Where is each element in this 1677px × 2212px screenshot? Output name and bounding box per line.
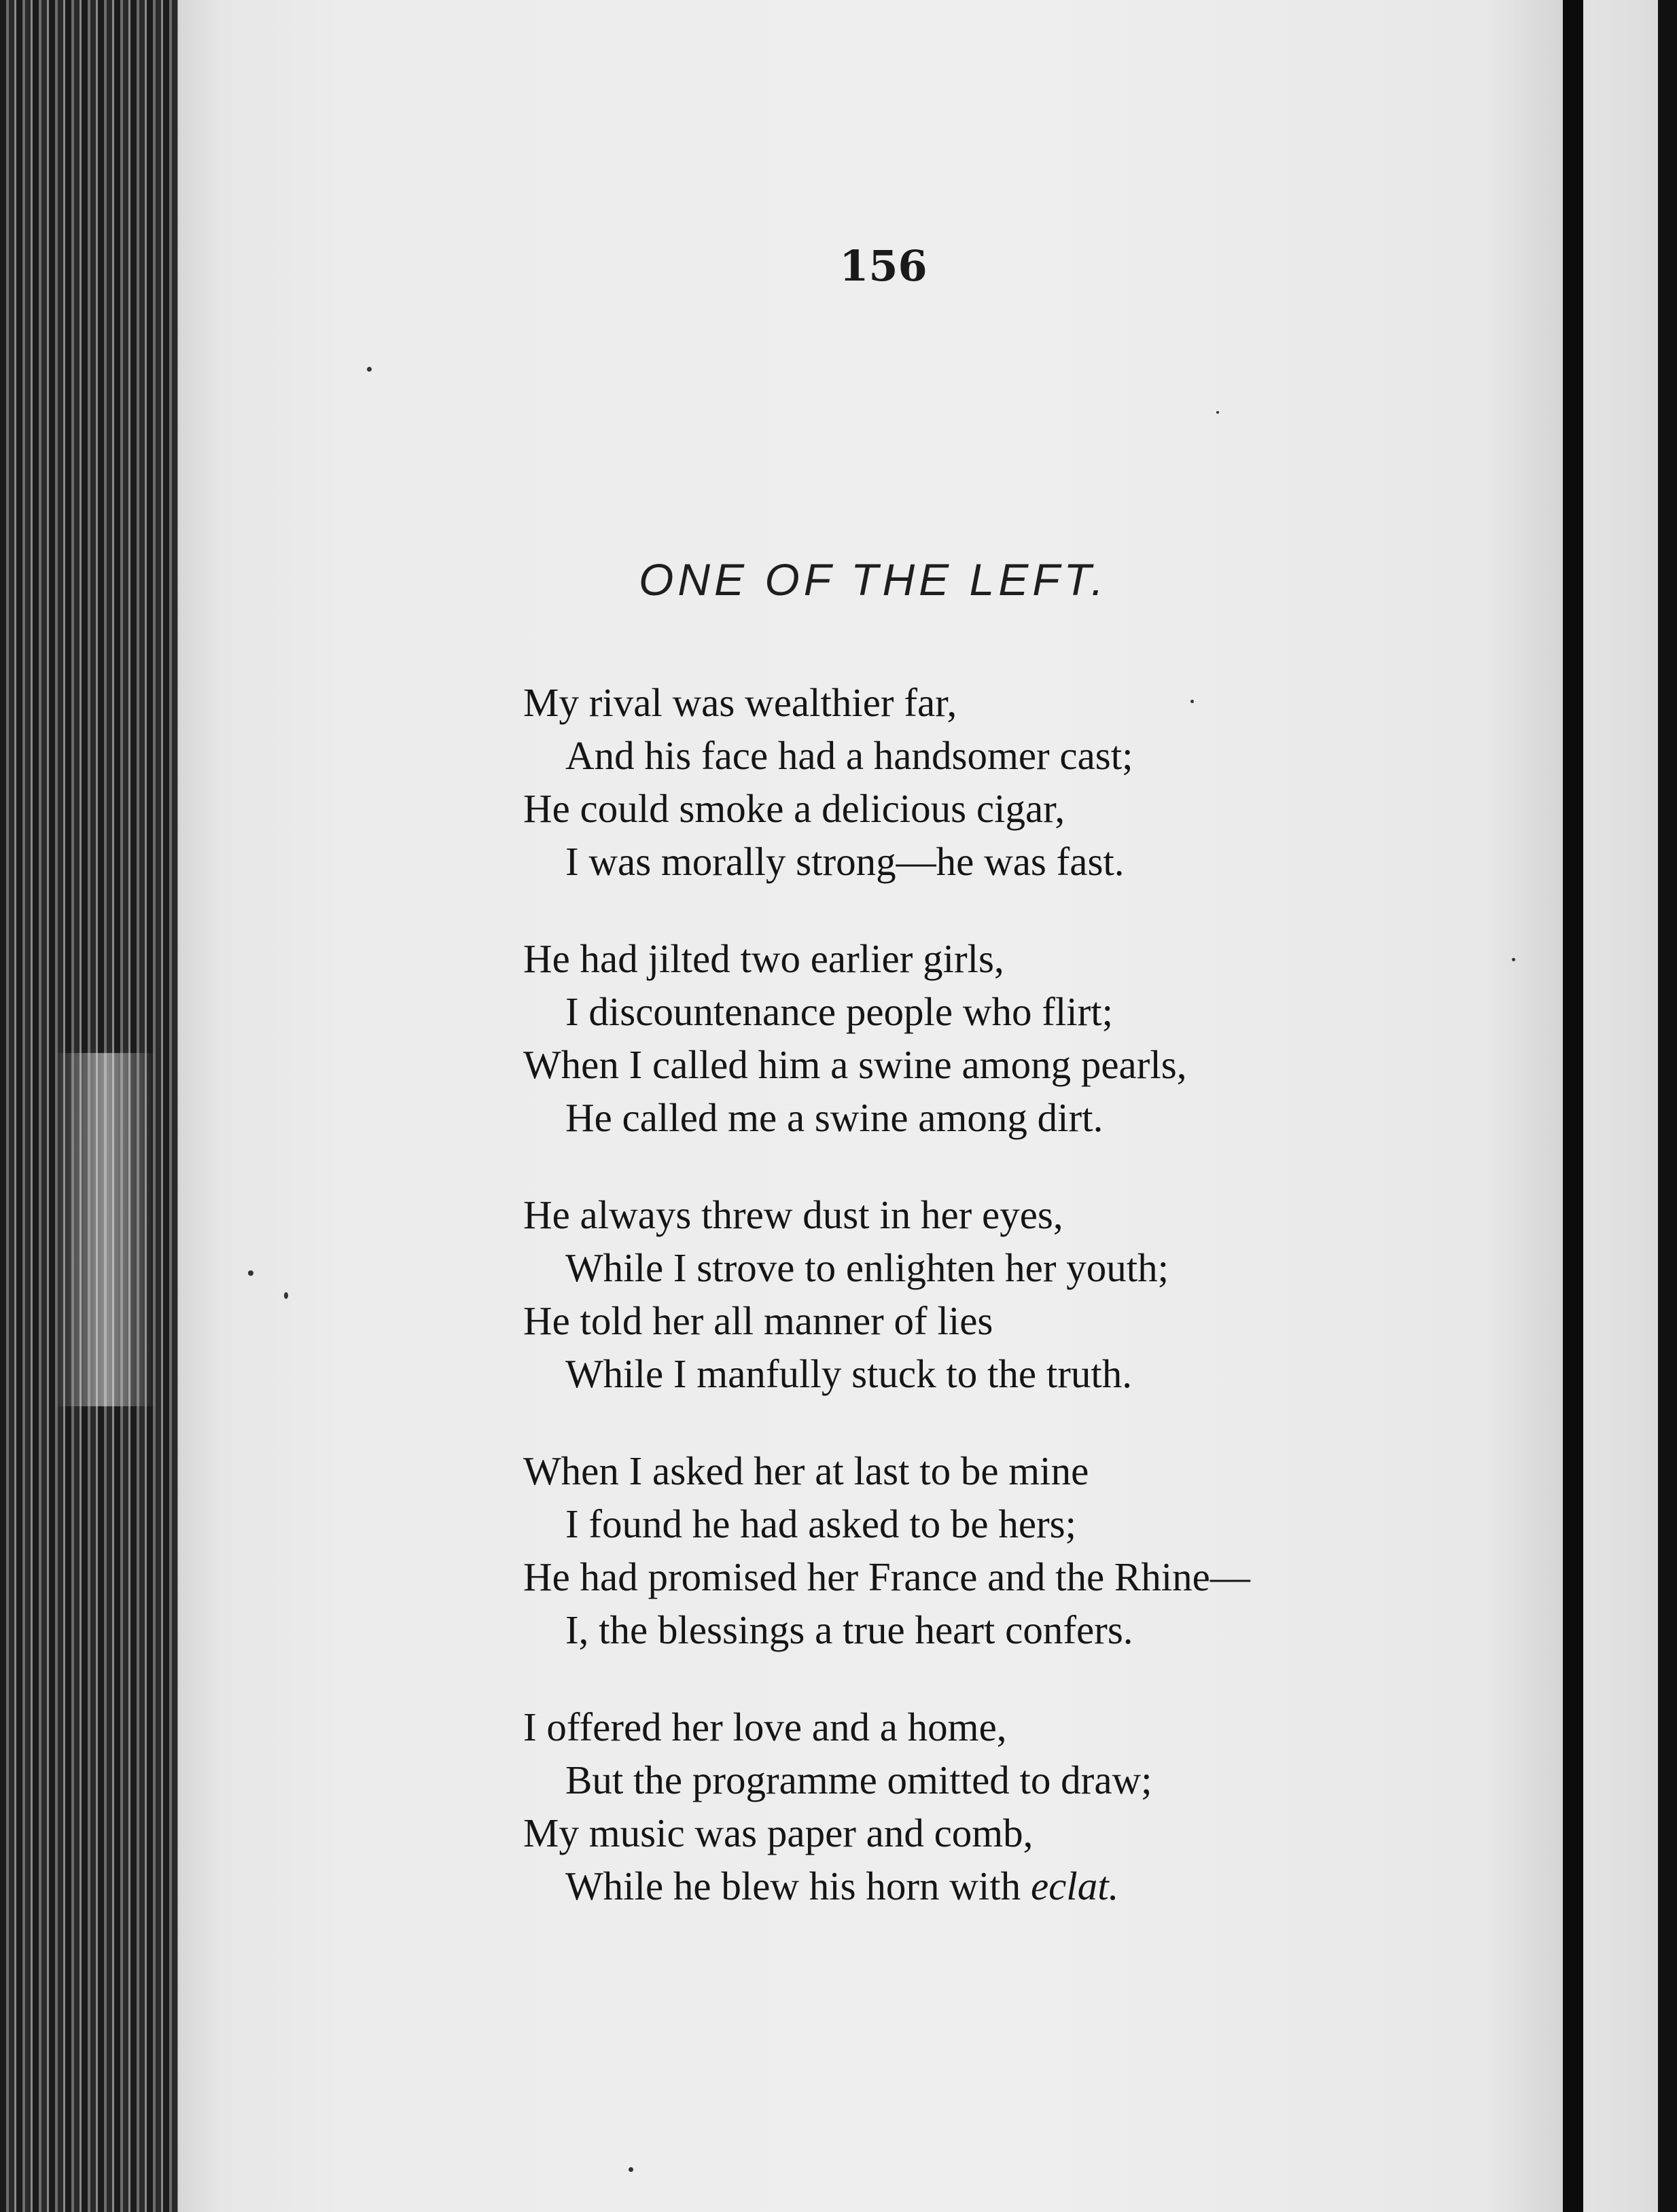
poem-title: ONE OF THE LEFT.: [639, 554, 1108, 605]
poem-line: When I called him a swine among pearls,: [523, 1042, 1187, 1087]
poem-body: [523, 676, 1407, 1957]
poem-line: My music was paper and comb,: [523, 1810, 1034, 1855]
poem-line: He had jilted two earlier girls,: [523, 936, 1004, 981]
poem-line: He always threw dust in her eyes,: [523, 1192, 1063, 1237]
poem-line: While I manfully stuck to the truth.: [565, 1351, 1133, 1396]
dust-speck: [284, 1292, 288, 1299]
poem-line: My rival was wealthier far,: [523, 680, 957, 725]
stanza-4: [523, 1444, 1407, 1656]
page-number: 156: [839, 241, 928, 291]
dust-speck: [367, 367, 372, 372]
poem-line: He told her all manner of lies: [523, 1298, 993, 1343]
dust-speck: [248, 1270, 253, 1276]
poem-line: While I strove to enlighten her youth;: [565, 1245, 1169, 1290]
poem-line: And his face had a handsomer cast;: [565, 733, 1133, 778]
stanza-1: [523, 676, 1407, 888]
poem-line: I discountenance people who flirt;: [565, 989, 1114, 1034]
poem-line: I was morally strong—he was fast.: [565, 839, 1125, 884]
poem-line-text: While he blew his horn with: [565, 1863, 1031, 1908]
book-gutter: [1563, 0, 1583, 2212]
poem-line: He could smoke a delicious cigar,: [523, 786, 1065, 831]
stanza-5: [523, 1700, 1407, 1912]
stanza-2: [523, 932, 1407, 1144]
poem-line: He had promised her France and the Rhine—: [523, 1554, 1250, 1599]
stanza-3: [523, 1188, 1407, 1400]
poem-line: I, the blessings a true heart confers.: [565, 1607, 1133, 1652]
poem-line: When I asked her at last to be mine: [523, 1448, 1089, 1493]
poem-line: He called me a swine among dirt.: [565, 1095, 1104, 1140]
poem-line: But the programme omitted to draw;: [565, 1758, 1152, 1802]
poem-line: I offered her love and a home,: [523, 1705, 1007, 1749]
scan-border: [1658, 0, 1677, 2212]
dust-speck: [1512, 958, 1515, 961]
dust-speck: [1216, 411, 1219, 414]
poem-line: I found he had asked to be hers;: [565, 1501, 1077, 1546]
italic-word: eclat.: [1030, 1863, 1119, 1908]
page-edge-glare: [54, 1053, 156, 1406]
dust-speck: [629, 2167, 633, 2172]
poem-line: [523, 1859, 1407, 1912]
facing-page-edge: [1583, 0, 1658, 2212]
